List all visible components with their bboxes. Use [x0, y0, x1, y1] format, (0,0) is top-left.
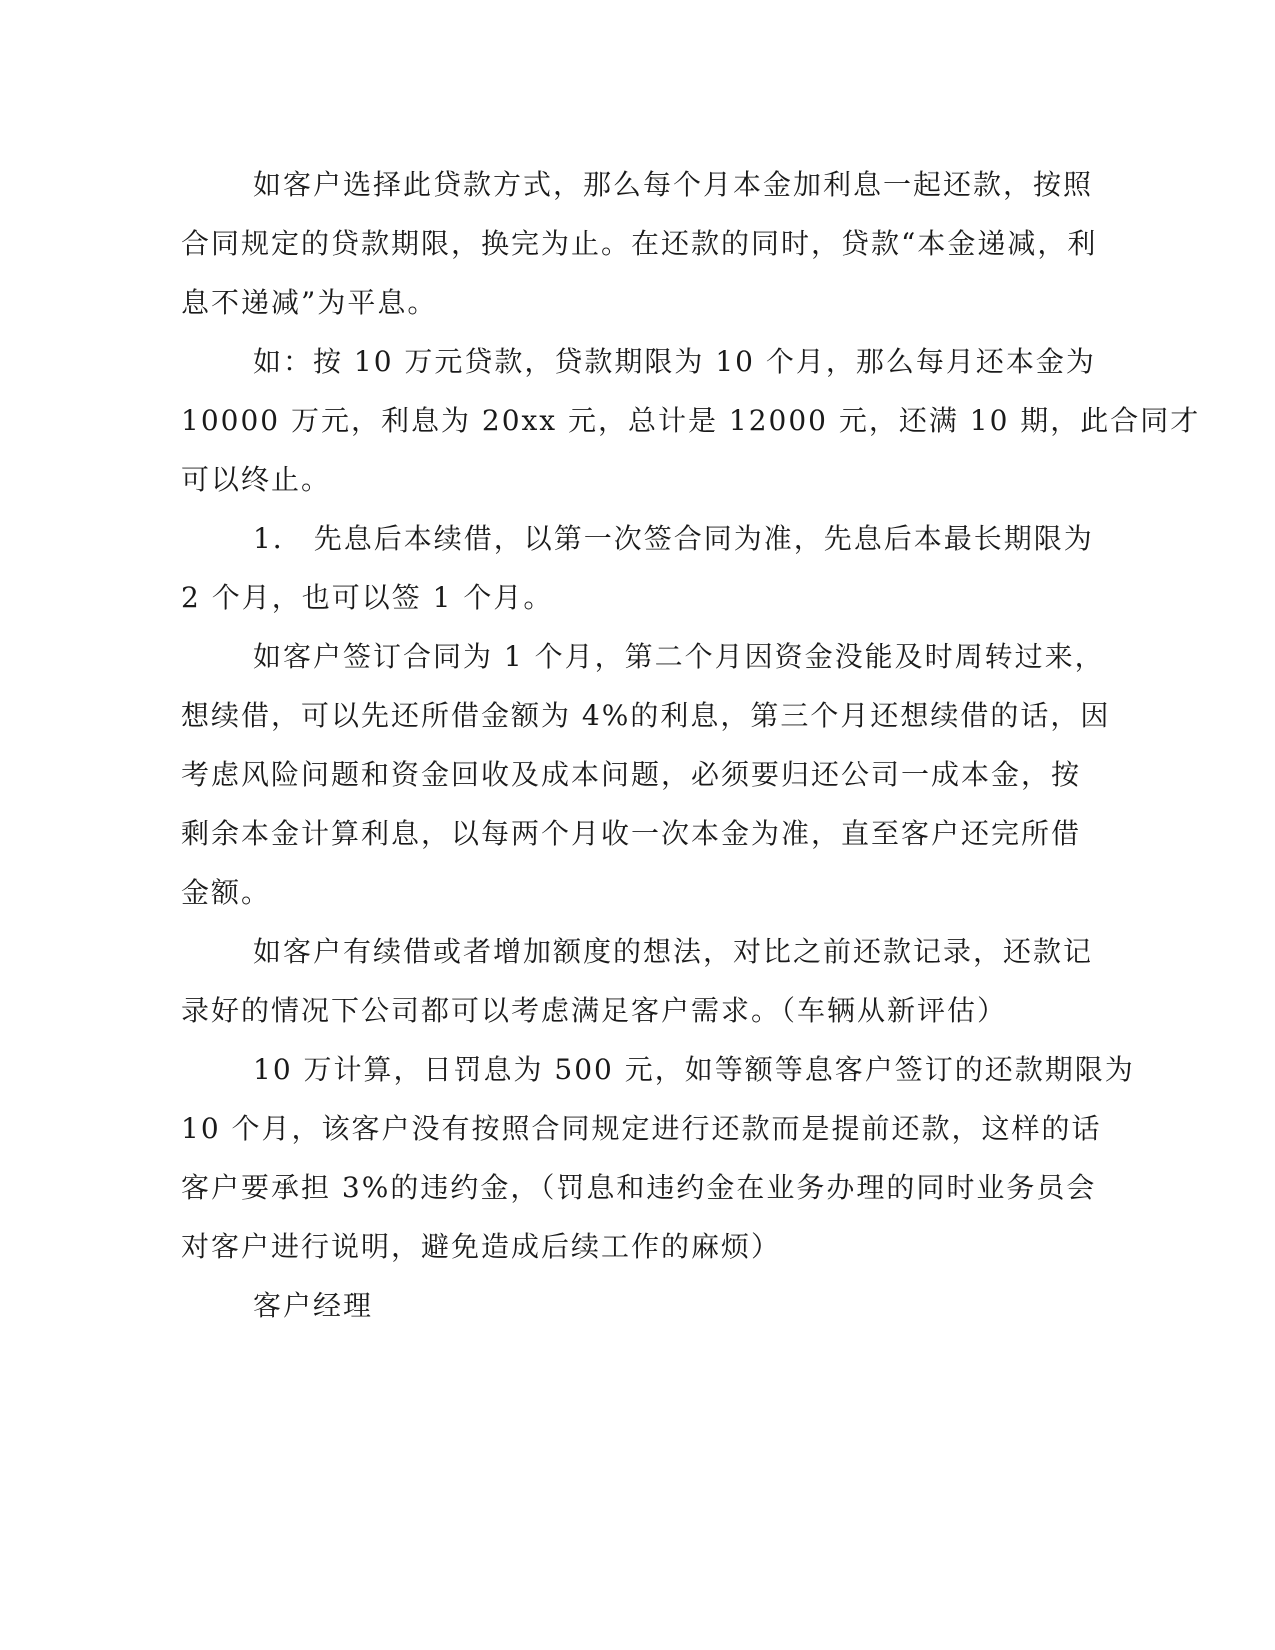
section-title: 客户经理: [253, 1289, 374, 1322]
document-body: [181, 155, 1201, 1335]
paragraph-penalty: [181, 1040, 1135, 1276]
text-line: 如客户有续借或者增加额度的想法，对比之前还款记录，还款记: [253, 935, 1094, 968]
text-line: 对客户进行说明，避免造成后续工作的麻烦）: [181, 1230, 782, 1263]
paragraph-example: [181, 332, 1201, 509]
text-line: 如：按 10 万元贷款，贷款期限为 10 个月，那么每月还本金为: [253, 345, 1096, 378]
paragraph-repayment-method: [181, 155, 1098, 332]
text-line: 客户要承担 3%的违约金，（罚息和违约金在业务办理的同时业务员会: [181, 1171, 1097, 1204]
text-line: 合同规定的贷款期限，换完为止。在还款的同时，贷款“本金递减，利: [181, 227, 1098, 260]
text-line: 金额。: [181, 876, 272, 909]
text-line: 剩余本金计算利息，以每两个月收一次本金为准，直至客户还完所借: [181, 817, 1082, 850]
text-line: 2 个月，也可以签 1 个月。: [181, 581, 554, 614]
text-line: 可以终止。: [181, 463, 332, 496]
paragraph-item-1: [181, 509, 1094, 627]
text-line: 想续借，可以先还所借金额为 4%的利息，第三个月还想续借的话，因: [181, 699, 1111, 732]
text-line: 息不递减”为平息。: [181, 286, 438, 319]
text-line: 10000 万元，利息为 20xx 元，总计是 12000 元，还满 10 期，此合同才: [181, 404, 1201, 437]
text-line: 如客户签订合同为 1 个月，第二个月因资金没能及时周转过来，: [253, 640, 1105, 673]
text-line: 考虑风险问题和资金回收及成本问题，必须要归还公司一成本金，按: [181, 758, 1082, 791]
heading-account-manager: [181, 1276, 1031, 1335]
paragraph-renewal: [181, 627, 1111, 922]
text-line: 1． 先息后本续借，以第一次签合同为准，先息后本最长期限为: [253, 522, 1094, 555]
text-line: 录好的情况下公司都可以考虑满足客户需求。（车辆从新评估）: [181, 994, 1008, 1027]
paragraph-credit-increase: [181, 922, 1094, 1040]
text-line: 10 个月，该客户没有按照合同规定进行还款而是提前还款，这样的话: [181, 1112, 1102, 1145]
text-line: 10 万计算，日罚息为 500 元，如等额等息客户签订的还款期限为: [253, 1053, 1135, 1086]
text-line: 如客户选择此贷款方式，那么每个月本金加利息一起还款，按照: [253, 168, 1094, 201]
